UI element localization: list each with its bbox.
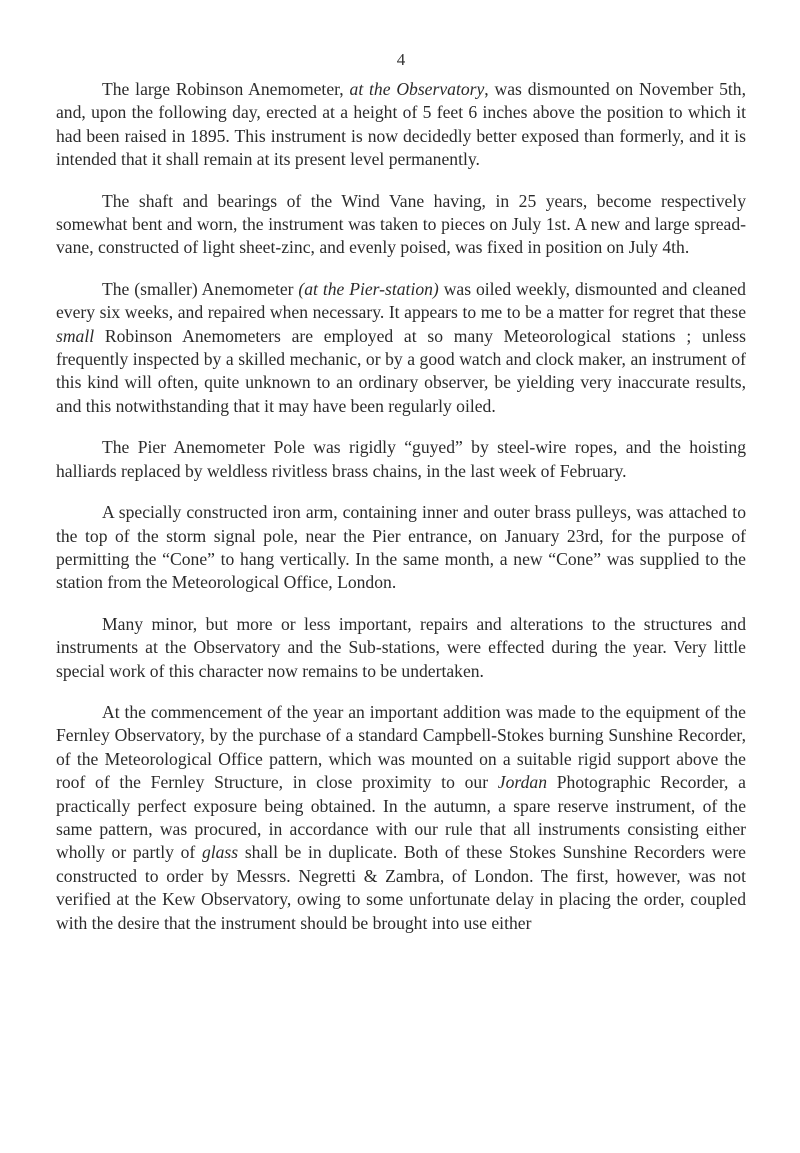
italic-text-run: glass	[201, 842, 239, 863]
body-text	[56, 78, 746, 935]
italic-text-run: at the Observatory	[349, 79, 485, 99]
text-run: Robinson Anemometers are employed at so many Meteorological stations ; unless frequently inspected by a skilled mechanic, or by a good watch and clock maker, an instrument of this kind will often, quite unknown to an ordinary observer, be yielding very inaccurate results, and this notwithstanding that it may have been regularly oiled.	[56, 325, 746, 416]
text-run: Photographic Recorder, a practically perfect exposure being obtained. In the autumn, a spare reserve instrument, of the same pattern, was procured, in accordance with our rule that all instruments consisting either wholly or partly of	[56, 772, 746, 863]
text-run: , was dismounted on November 5th, and, upon the following day, erected at a height of 5 feet 6 inches above the position to which it had been raised in 1895. This instrument is now decidedly better exposed than formerly, and it is intended that it shall remain at its present level permanently.	[56, 79, 746, 170]
text-run: At the commencement of the year an important addition was made to the equipment of the Fernley Observatory, by the purchase of a standard Campbell-Stokes burning Sunshine Recorder, of the Meteorological Office pattern, which was mounted on a suitable rigid support above the roof of the Fernley Structure, in close proximity to our	[56, 701, 746, 793]
paragraph	[56, 501, 746, 595]
text-run: Many minor, but more or less important, repairs and alterations to the structures and instruments at the Observatory and the Sub-stations, were effected during the year. Very little special work of this character now remains to be undertaken.	[56, 613, 746, 681]
text-run: The large Robinson Anemometer,	[102, 79, 350, 99]
text-run: shall be in duplicate. Both of these Stokes Sunshine Recorders were constructed to order by Messrs. Negretti & Zambra, of London. The first, however, was not verified at the Kew Observatory, owing to some unfortunate delay in placing the order, coupled with the desire that the instrument should be brought into use either	[56, 842, 746, 933]
page-number: 4	[396, 50, 406, 69]
italic-text-run: (at the Pier-station)	[298, 278, 439, 299]
text-run: The (smaller) Anemometer	[102, 278, 299, 299]
italic-text-run: small	[56, 325, 95, 346]
text-run: A specially constructed iron arm, containing inner and outer brass pulleys, was attached to the top of the storm signal pole, near the Pier entrance, on January 23rd, for the purpose of permitting the “Cone” to hang vertically. In the same month, a new “Cone” was supplied to the station from the Meteorological Office, London.	[56, 502, 746, 593]
italic-text-run: Jordan	[497, 772, 547, 793]
text-run: The shaft and bearings of the Wind Vane having, in 25 years, become respectively somewhat bent and worn, the instrument was taken to pieces on July 1st. A new and large spread-vane, constructed of light sheet-zinc, and evenly poised, was fixed in position on July 4th.	[56, 190, 746, 258]
text-run: The Pier Anemometer Pole was rigidly “guyed” by steel-wire ropes, and the hoisting halliards replaced by weldless rivitless brass chains, in the last week of February.	[56, 437, 746, 481]
paragraph	[56, 190, 746, 260]
paragraph	[56, 701, 746, 935]
paragraph	[56, 78, 746, 172]
paragraph	[56, 613, 746, 683]
text-run: was oiled weekly, dismounted and cleaned every six weeks, and repaired when necessary. It appears to me to be a matter for regret that these	[56, 278, 746, 323]
paragraph	[56, 436, 746, 483]
paragraph	[56, 278, 746, 418]
